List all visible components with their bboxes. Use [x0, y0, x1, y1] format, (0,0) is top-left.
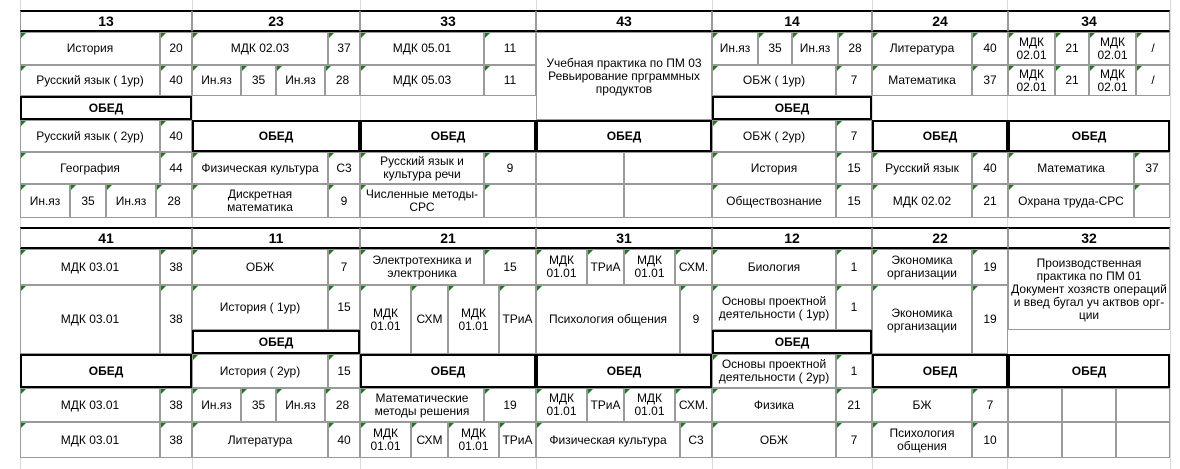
schedule-cell[interactable]: 35	[241, 388, 276, 422]
schedule-cell[interactable]: С3	[328, 152, 360, 184]
schedule-cell[interactable]	[624, 184, 712, 218]
schedule-cell[interactable]: География	[20, 152, 160, 184]
schedule-cell[interactable]	[1008, 422, 1062, 458]
schedule-cell[interactable]: 7	[836, 120, 872, 152]
schedule-cell[interactable]: МДК 02.01	[1089, 65, 1136, 96]
schedule-cell[interactable]: Электротехника и электроника	[360, 249, 484, 285]
schedule-cell[interactable]: Ин.яз	[106, 184, 156, 218]
schedule-cell[interactable]: Ин.яз	[276, 65, 325, 96]
schedule-cell[interactable]: 20	[160, 32, 192, 65]
schedule-cell[interactable]: Производственная практика по ПМ 01 Документ хозяств операций и введ бугал уч актвов орг- ции	[1008, 249, 1170, 330]
lunch-cell[interactable]: ОБЕД	[536, 120, 712, 152]
schedule-cell[interactable]: 1	[836, 249, 872, 285]
group-header[interactable]: 32	[1008, 227, 1170, 249]
schedule-cell[interactable]: ОБЖ ( 1ур)	[712, 65, 836, 96]
schedule-cell[interactable]: История	[20, 32, 160, 65]
schedule-cell[interactable]: МДК 05.01	[360, 32, 484, 65]
schedule-cell[interactable]: Ин.яз	[192, 65, 241, 96]
schedule-cell[interactable]: Экономика организации	[872, 285, 972, 354]
schedule-cell[interactable]: Основы проектной деятельности ( 1ур)	[712, 285, 836, 330]
schedule-cell[interactable]: 7	[972, 388, 1008, 422]
schedule-cell[interactable]: Русский язык ( 2ур)	[20, 120, 160, 152]
schedule-cell[interactable]: Основы проектной деятельности ( 2ур)	[712, 354, 836, 388]
schedule-cell[interactable]: 11	[484, 32, 536, 65]
schedule-cell[interactable]: МДК 01.01	[448, 285, 499, 354]
schedule-cell[interactable]: С3	[680, 422, 712, 458]
schedule-cell[interactable]: Учебная практика по ПМ 03 Ревьирование прграммных продуктов	[536, 32, 712, 120]
schedule-cell[interactable]: Дискретная математика	[192, 184, 328, 218]
schedule-cell[interactable]: МДК 01.01	[360, 422, 411, 458]
schedule-cell[interactable]: Русский язык ( 1ур)	[20, 65, 160, 96]
schedule-cell[interactable]: 28	[838, 32, 872, 65]
schedule-cell[interactable]: Психология общения	[536, 285, 680, 354]
schedule-cell[interactable]: 38	[160, 249, 192, 285]
schedule-cell[interactable]: Русский язык	[872, 152, 972, 184]
schedule-cell[interactable]: 21	[972, 184, 1008, 218]
schedule-cell[interactable]	[536, 152, 624, 184]
schedule-cell[interactable]: 7	[836, 65, 872, 96]
schedule-cell[interactable]: ОБЖ ( 2ур)	[712, 120, 836, 152]
lunch-cell[interactable]: ОБЕД	[20, 96, 192, 120]
group-header[interactable]: 21	[360, 227, 536, 249]
schedule-cell[interactable]: 21	[836, 388, 872, 422]
schedule-cell[interactable]: Русский язык и культура речи	[360, 152, 484, 184]
schedule-cell[interactable]: МДК 01.01	[536, 249, 587, 285]
schedule-cell[interactable]: 35	[70, 184, 106, 218]
schedule-cell[interactable]: ТРиА	[499, 285, 536, 354]
schedule-cell[interactable]: Охрана труда-СРС	[1008, 184, 1134, 218]
schedule-cell[interactable]	[484, 184, 536, 218]
schedule-cell[interactable]: МДК 02.01	[1008, 32, 1055, 65]
schedule-cell[interactable]: Физика	[712, 388, 836, 422]
schedule-cell[interactable]	[624, 152, 712, 184]
schedule-cell[interactable]: МДК 03.01	[20, 285, 160, 354]
schedule-cell[interactable]: 38	[160, 422, 192, 458]
lunch-cell[interactable]: ОБЕД	[360, 354, 536, 388]
schedule-cell[interactable]: Численные методы- СРС	[360, 184, 484, 218]
schedule-cell[interactable]: 15	[328, 285, 360, 330]
schedule-cell[interactable]: МДК 01.01	[448, 422, 499, 458]
schedule-cell[interactable]: Математика	[872, 65, 972, 96]
schedule-cell[interactable]: 19	[972, 249, 1008, 285]
schedule-cell[interactable]: 40	[160, 120, 192, 152]
lunch-cell[interactable]: ОБЕД	[536, 354, 712, 388]
schedule-cell[interactable]: ОБЖ	[712, 422, 836, 458]
schedule-cell[interactable]: МДК 03.01	[20, 388, 160, 422]
group-header[interactable]: 24	[872, 10, 1008, 32]
group-header[interactable]: 31	[536, 227, 712, 249]
schedule-cell[interactable]: 15	[836, 152, 872, 184]
schedule-cell[interactable]: МДК 02.01	[1008, 65, 1055, 96]
schedule-cell[interactable]: МДК 02.03	[192, 32, 328, 65]
schedule-cell[interactable]: БЖ	[872, 388, 972, 422]
schedule-cell[interactable]: 15	[328, 354, 360, 388]
lunch-cell[interactable]: ОБЕД	[712, 96, 872, 120]
schedule-cell[interactable]: МДК 01.01	[624, 249, 675, 285]
schedule-cell[interactable]: Математика	[1008, 152, 1134, 184]
schedule-cell[interactable]	[1134, 184, 1170, 218]
schedule-cell[interactable]: 37	[1134, 152, 1170, 184]
schedule-cell[interactable]	[536, 184, 624, 218]
schedule-cell[interactable]: 35	[241, 65, 276, 96]
schedule-cell[interactable]: /	[1136, 65, 1170, 96]
schedule-cell[interactable]	[1062, 388, 1116, 422]
schedule-cell[interactable]	[1116, 422, 1170, 458]
schedule-cell[interactable]: 9	[680, 285, 712, 354]
schedule-cell[interactable]: 28	[325, 388, 360, 422]
schedule-cell[interactable]: МДК 03.01	[20, 422, 160, 458]
group-header[interactable]: 34	[1008, 10, 1170, 32]
schedule-cell[interactable]: 37	[972, 65, 1008, 96]
schedule-cell[interactable]: 7	[836, 422, 872, 458]
lunch-cell[interactable]: ОБЕД	[192, 330, 360, 354]
group-header[interactable]: 14	[712, 10, 872, 32]
schedule-cell[interactable]: 21	[1055, 32, 1089, 65]
schedule-cell[interactable]: Психология общения	[872, 422, 972, 458]
schedule-cell[interactable]: Литература	[872, 32, 972, 65]
schedule-cell[interactable]: МДК 02.01	[1089, 32, 1136, 65]
schedule-cell[interactable]: ОБЖ	[192, 249, 328, 285]
schedule-cell[interactable]: /	[1136, 32, 1170, 65]
group-header[interactable]: 41	[20, 227, 192, 249]
schedule-cell[interactable]: МДК 01.01	[536, 388, 587, 422]
schedule-cell[interactable]: 19	[972, 285, 1008, 354]
schedule-cell[interactable]: 40	[328, 422, 360, 458]
lunch-cell[interactable]: ОБЕД	[872, 120, 1008, 152]
schedule-cell[interactable]: История ( 2ур)	[192, 354, 328, 388]
schedule-cell[interactable]: Экономика организации	[872, 249, 972, 285]
schedule-cell[interactable]: 28	[325, 65, 360, 96]
schedule-cell[interactable]: МДК 01.01	[360, 285, 411, 354]
schedule-cell[interactable]: Ин.яз	[792, 32, 838, 65]
schedule-cell[interactable]: 10	[972, 422, 1008, 458]
lunch-cell[interactable]: ОБЕД	[1008, 354, 1170, 388]
schedule-cell[interactable]: 38	[160, 388, 192, 422]
lunch-cell[interactable]: ОБЕД	[360, 120, 536, 152]
group-header[interactable]: 33	[360, 10, 536, 32]
schedule-cell[interactable]: ТРиА	[587, 249, 624, 285]
schedule-cell[interactable]: 9	[328, 184, 360, 218]
group-header[interactable]: 43	[536, 10, 712, 32]
schedule-cell[interactable]: 1	[836, 354, 872, 388]
schedule-cell[interactable]: 38	[160, 285, 192, 354]
schedule-cell[interactable]: Ин.яз	[712, 32, 758, 65]
group-header[interactable]: 12	[712, 227, 872, 249]
schedule-cell[interactable]	[1116, 388, 1170, 422]
schedule-cell[interactable]: МДК 01.01	[624, 388, 675, 422]
schedule-cell[interactable]: Биология	[712, 249, 836, 285]
schedule-cell[interactable]	[1008, 388, 1062, 422]
schedule-cell[interactable]: МДК 02.02	[872, 184, 972, 218]
schedule-cell[interactable]: Физическая культура	[536, 422, 680, 458]
schedule-cell[interactable]: 1	[836, 285, 872, 330]
group-header[interactable]: 22	[872, 227, 1008, 249]
schedule-cell[interactable]: Ин.яз	[20, 184, 70, 218]
group-header[interactable]: 13	[20, 10, 192, 32]
group-header[interactable]: 11	[192, 227, 360, 249]
schedule-cell[interactable]: СХМ	[411, 422, 448, 458]
schedule-cell[interactable]: СХМ	[411, 285, 448, 354]
schedule-cell[interactable]	[1062, 422, 1116, 458]
schedule-cell[interactable]: ТРиА	[499, 422, 536, 458]
schedule-cell[interactable]: СХМ.	[675, 249, 712, 285]
schedule-cell[interactable]: Ин.яз	[192, 388, 241, 422]
schedule-cell[interactable]: 11	[484, 65, 536, 96]
group-header[interactable]: 23	[192, 10, 360, 32]
schedule-cell[interactable]: МДК 03.01	[20, 249, 160, 285]
schedule-cell[interactable]: 21	[1055, 65, 1089, 96]
schedule-cell[interactable]: 35	[758, 32, 792, 65]
schedule-cell[interactable]: 44	[160, 152, 192, 184]
schedule-cell[interactable]: 37	[328, 32, 360, 65]
lunch-cell[interactable]: ОБЕД	[1008, 120, 1170, 152]
grid-line	[1170, 0, 1171, 469]
schedule-cell[interactable]: 15	[484, 249, 536, 285]
schedule-cell[interactable]: Ин.яз	[276, 388, 325, 422]
schedule-cell[interactable]: 40	[972, 32, 1008, 65]
schedule-cell[interactable]: 7	[328, 249, 360, 285]
lunch-cell[interactable]: ОБЕД	[20, 354, 192, 388]
schedule-cell[interactable]: 40	[972, 152, 1008, 184]
schedule-cell[interactable]: Обществознание	[712, 184, 836, 218]
schedule-cell[interactable]: Литература	[192, 422, 328, 458]
schedule-cell[interactable]: История	[712, 152, 836, 184]
schedule-cell[interactable]: МДК 05.03	[360, 65, 484, 96]
schedule-cell[interactable]: История ( 1ур)	[192, 285, 328, 330]
lunch-cell[interactable]: ОБЕД	[872, 354, 1008, 388]
schedule-cell[interactable]: 15	[836, 184, 872, 218]
schedule-cell[interactable]: СХМ.	[675, 388, 712, 422]
schedule-cell[interactable]: 28	[156, 184, 192, 218]
schedule-cell[interactable]: 9	[484, 152, 536, 184]
schedule-cell[interactable]: Математические методы решения	[360, 388, 484, 422]
lunch-cell[interactable]: ОБЕД	[192, 120, 360, 152]
schedule-cell[interactable]: Физическая культура	[192, 152, 328, 184]
schedule-cell[interactable]: 19	[484, 388, 536, 422]
schedule-cell[interactable]: ТРиА	[587, 388, 624, 422]
schedule-cell[interactable]: 40	[160, 65, 192, 96]
lunch-cell[interactable]: ОБЕД	[712, 330, 872, 354]
